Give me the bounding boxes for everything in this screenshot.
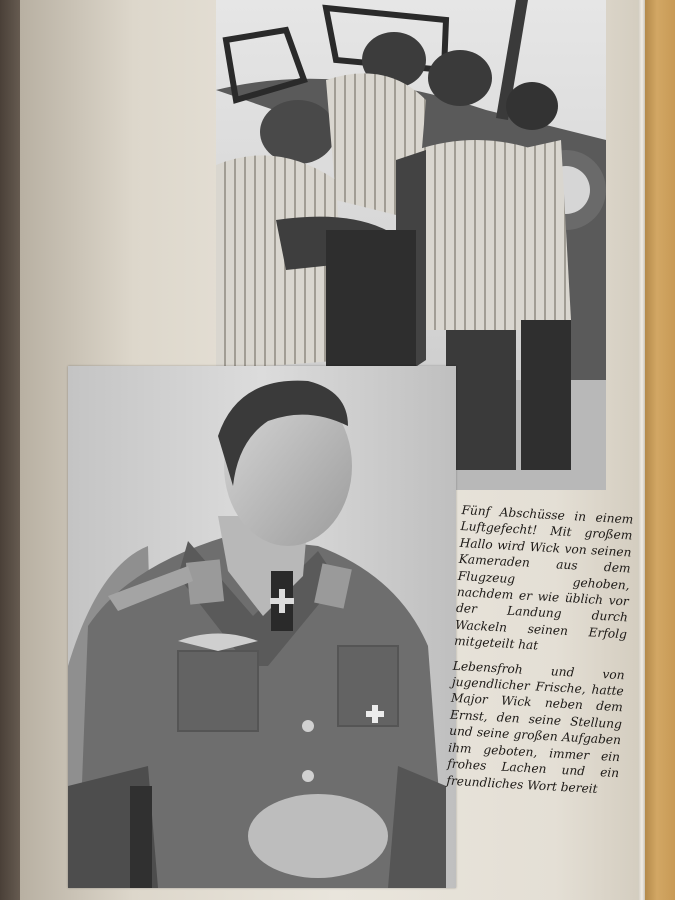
book-cover-edge: [645, 0, 675, 900]
caption-column: [446, 502, 634, 806]
caption-first: Fünf Abschüsse in einem Luftgefecht! Mit großem Hallo wird Wick von seinen Kameraden aus dem Flugzeug gehoben, nachdem er wie üblich vor der Landung durch Wackeln seinen Erfolg mitgeteilt hat: [453, 502, 634, 653]
caption-second: Lebensfroh und von jugendlicher Frische, hatte Major Wick neben dem Ernst, den seine Stellung und seine großen Aufgaben ihm geboten, immer ein frohes Lachen und ein freundliches Wort bereit: [446, 658, 625, 796]
photo-portrait-major-wick: [68, 366, 456, 888]
